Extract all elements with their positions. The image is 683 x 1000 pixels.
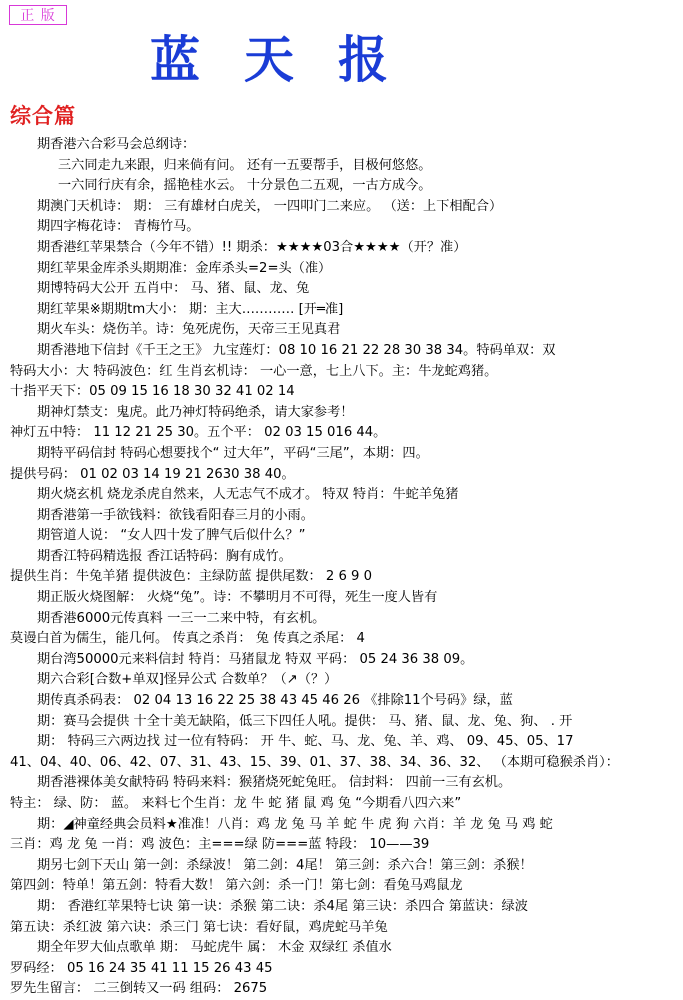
content-line: 特码大小：大 特码波色：红 生肖玄机诗： 一心一意，七上八下。主：牛龙蛇鸡猪。	[10, 363, 498, 379]
content-line: 期香港六合彩马会总纲诗：	[37, 137, 196, 152]
content-line: 三肖：鸡 龙 兔 一肖：鸡 波色：主===绿 防===蓝 特段： 10——39	[10, 837, 430, 853]
newspaper-title: 蓝天报	[150, 30, 432, 89]
content-line: 期六合彩[合数+单双]怪异公式 合数单？（↗（？）	[37, 672, 338, 688]
content-line: 期博特码大公开 五肖中： 马、猪、鼠、龙、兔	[37, 281, 310, 297]
content-line: 提供号码： 01 02 03 14 19 21 2630 38 40。	[10, 466, 295, 482]
content-line: 期： 特码三六两边找 过一位有特码： 开 牛、蛇、马、龙、兔、羊、鸡、 09、45、05、17	[37, 734, 574, 750]
content-line: 期另七剑下天山 第一剑：杀绿波！ 第二剑：4尾！ 第三剑：杀六合！第三剑：杀猴！	[37, 857, 533, 873]
content-line: 期传真杀码表： 02 04 13 16 22 25 38 43 45 46 26 《排除11个号码》绿，蓝	[37, 693, 513, 709]
content-line: 期红苹果※期期tm大小： 期：主大………… [开═准]	[37, 301, 344, 317]
content-line: 期：赛马会提供 十全十美无缺陷，低三下四任人吼。提供： 马、猪、鼠、龙、兔、狗、 . 开	[37, 713, 573, 729]
content-line: 41、04、40、06、42、07、31、43、15、39、01、37、38、34、36、32、 （本期可稳猴杀肖）：	[10, 754, 619, 770]
content-line: 期火烧玄机 烧龙杀虎自然来，人无志气不成才。 特双 特肖：牛蛇羊兔猪	[37, 487, 459, 503]
content-line: 期台湾50000元来料信封 特肖：马猪鼠龙 特双 平码： 05 24 36 38 09。	[37, 651, 474, 667]
content-line: 特主： 绿、防： 蓝。 来料七个生肖：龙 牛 蛇 猪 鼠 鸡 兔 “今期看八四六来”	[10, 796, 462, 811]
content-line: 期香港第一手欲钱料：欲钱看阳春三月的小雨。	[37, 507, 314, 523]
content-line: 期：◢神童经典会员料★准准！八肖：鸡 龙 兔 马 羊 蛇 牛 虎 狗 六肖：羊 龙 兔 马 鸡 蛇	[37, 816, 553, 832]
edition-badge: 正 版	[9, 5, 67, 25]
content-line: 期红苹果金库杀头期期准：金库杀头=2=头（准）	[37, 260, 332, 276]
content-line: 期正版火烧图解： 火烧“兔”。诗：不攀明月不可得，死生一度人皆有	[37, 590, 438, 606]
content-line: 期澳门天机诗： 期： 三有雄材白虎关， 一四叩门二来应。 （送：上下相配合）	[37, 198, 503, 214]
content-line: 期特平码信封 特码心想要找个“ 过大年”，平码“三尾”，本期：四。	[37, 445, 429, 461]
content-line: 期： 香港红苹果特七诀 第一诀：杀猴 第二诀：杀4尾 第三诀：杀四合 第蓝诀：绿波	[37, 898, 528, 914]
content-line: 期香港红苹果禁合（今年不错）!! 期杀：★★★★03合★★★★（开？准）	[37, 239, 467, 255]
content-line: 期香港地下信封《千王之王》 九宝莲灯：08 10 16 21 22 28 30 38 34。特码单双：双	[37, 342, 556, 358]
section-title: 综合篇	[10, 103, 76, 128]
content-line: 期四字梅花诗： 青梅竹马。	[37, 219, 200, 235]
content-line: 罗码经： 05 16 24 35 41 11 15 26 43 45	[10, 960, 273, 976]
content-line: 期香港6000元传真料 一三一二来中特，有玄机。	[37, 610, 326, 626]
content-line: 第四剑：特单！第五剑：特看大数！ 第六剑：杀一门！第七剑：看兔马鸡鼠龙	[10, 878, 463, 894]
content-line: 罗先生留言： 二三倒转又一码 组码： 2675	[10, 981, 268, 997]
content-line: 一六同行庆有余，摇艳桂水云。 十分景色二五观，一古方成今。	[58, 178, 432, 194]
content-line: 期香江特码精选报 香江话特码：胸有成竹。	[37, 548, 292, 564]
content-lines	[0, 135, 683, 1000]
content-line: 第五诀：杀红波 第六诀：杀三门 第七诀：看好鼠，鸡虎蛇马羊兔	[10, 919, 388, 935]
content-line: 神灯五中特： 11 12 21 25 30。五个平： 02 03 15 016 44。	[10, 425, 387, 441]
content-line: 期神灯禁支：鬼虎。此乃神灯特码绝杀，请大家参考！	[37, 404, 354, 420]
content-line: 莫谩白首为儒生，能几何。 传真之杀肖： 兔 传真之杀尾： 4	[10, 631, 365, 647]
content-line: 十指平天下：05 09 15 16 18 30 32 41 02 14	[10, 384, 295, 400]
content-line: 期火车头：烧伤羊。诗：兔死虎伤，天帝三王见真君	[37, 322, 341, 338]
content-line: 期管道人说： “女人四十发了脾气后似什么？”	[37, 528, 306, 544]
content-line: 期全年罗大仙点歌单 期： 马蛇虎牛 属： 木金 双绿红 杀值水	[37, 940, 392, 956]
content-line: 期香港裸体美女献特码 特码来料：猴猪烧死蛇兔旺。 信封料： 四前一三有玄机。	[37, 775, 512, 791]
content-line: 提供生肖：牛兔羊猪 提供波色：主绿防蓝 提供尾数： 2 6 9 0	[10, 569, 373, 585]
content-line: 三六同走九来跟，归来倘有问。 还有一五要帮手，目极何悠悠。	[58, 157, 432, 173]
